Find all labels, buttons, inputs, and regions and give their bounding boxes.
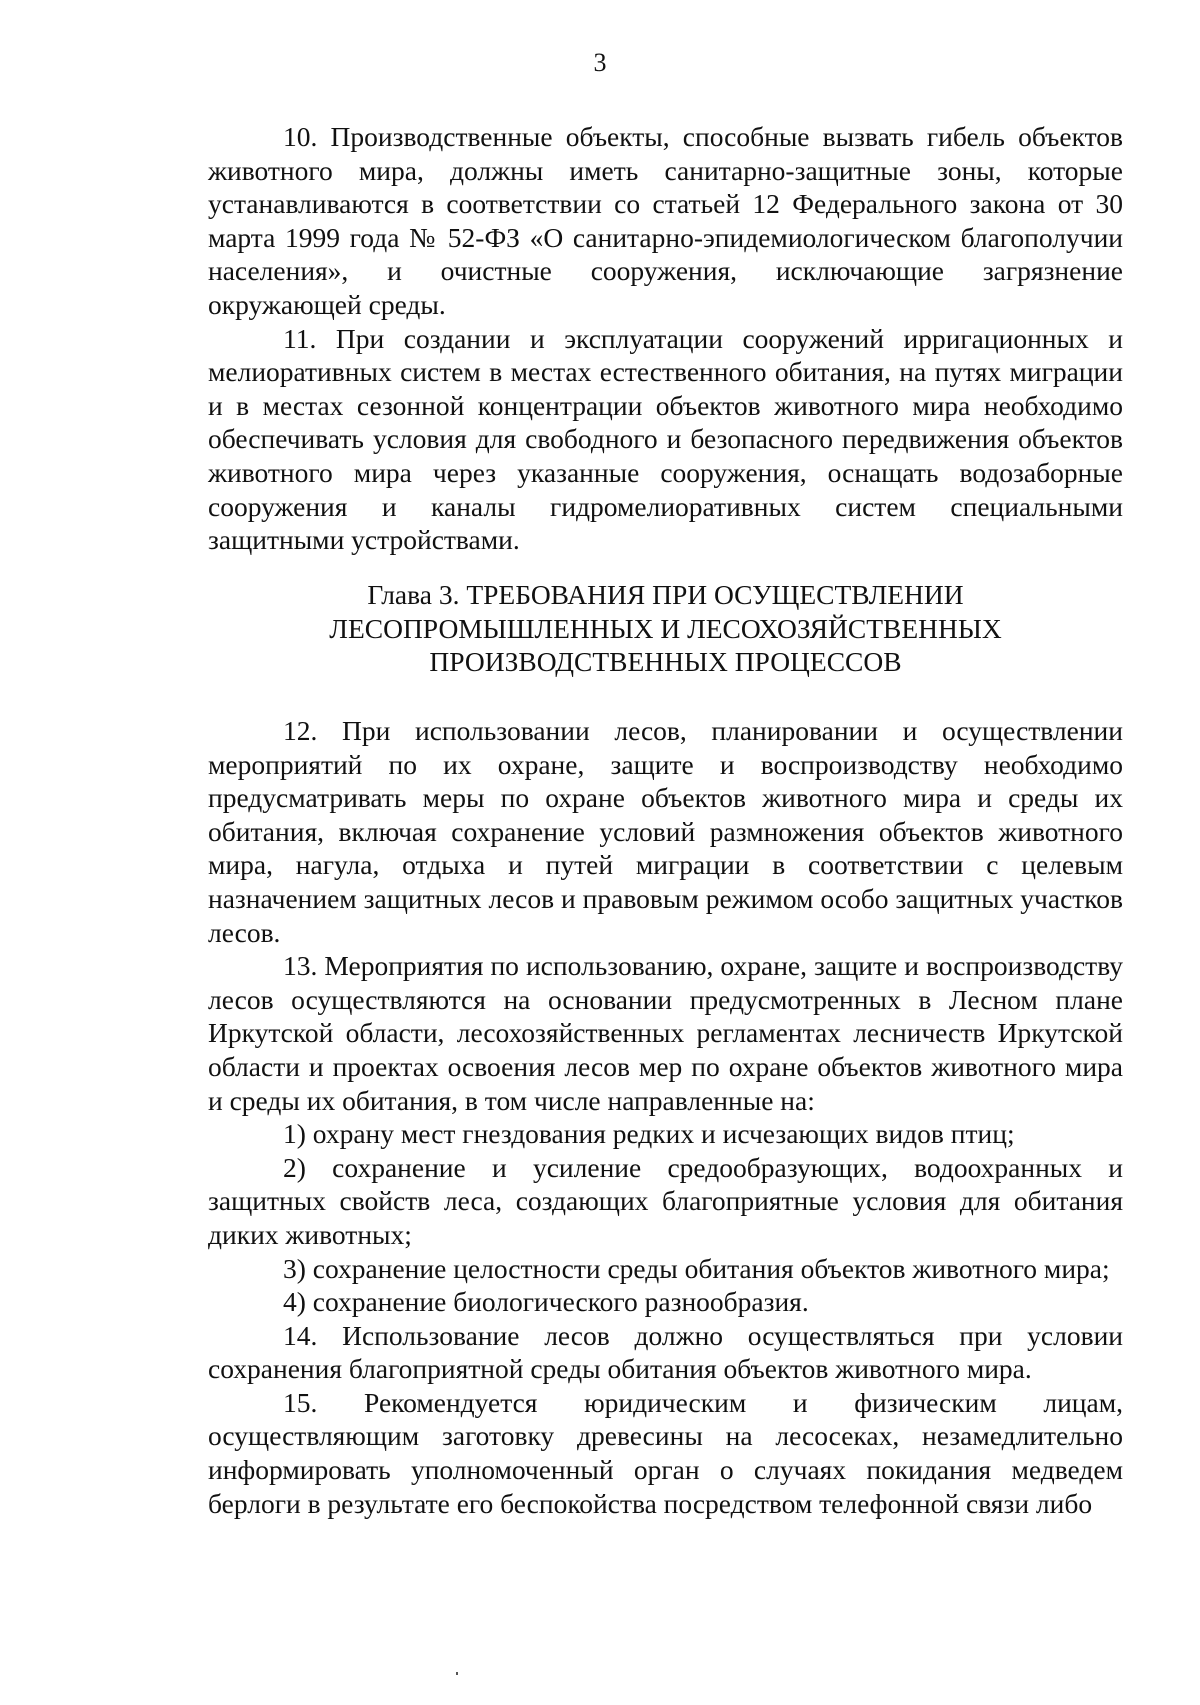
chapter-heading-line-2: ЛЕСОПРОМЫШЛЕННЫХ И ЛЕСОХОЗЯЙСТВЕННЫХ <box>329 612 1002 644</box>
chapter-heading-line-1: Глава 3. ТРЕБОВАНИЯ ПРИ ОСУЩЕСТВЛЕНИИ <box>367 579 964 610</box>
chapter-heading <box>208 578 1123 679</box>
paragraph-13: 13. Мероприятия по использованию, охране, защите и воспроизводству лесов осуществляются на основании предусмотренных в Лесном плане Иркутской области, лесохозяйственных регламентах лесничеств Иркутской области и проектах освоения лесов мер по охране объектов животного мира и среды их обитания, в том числе направленные на: <box>208 950 1123 1116</box>
paragraph-12: 12. При использовании лесов, планировании и осуществлении мероприятий по их охране, защите и воспроизводству необходимо предусматривать меры по охране объектов животного мира и среды их обитания, включая сохранение условий размножения объектов животного мира, нагула, отдыха и путей миграции в соответствии с целевым назначением защитных лесов и правовым режимом особо защитных участков лесов. <box>208 715 1123 948</box>
paragraphs-before-chapter <box>208 120 1123 557</box>
list-item-2: 2) сохранение и усиление средообразующих, водоохранных и защитных свойств леса, создающих благоприятные условия для обитания диких животных; <box>208 1151 1123 1250</box>
list-item-4: 4) сохранение биологического разнообразия. <box>283 1286 809 1318</box>
chapter-heading-line-3: ПРОИЗВОДСТВЕННЫХ ПРОЦЕССОВ <box>429 646 902 678</box>
paragraph-10: 10. Производственные объекты, способные вызвать гибель объектов животного мира, должны иметь санитарно-защитные зоны, которые устанавливаются в соответствии со статьей 12 Федерального закона от 30 марта 1999 года № 52-ФЗ «О санитарно-эпидемиологическом благополучии населения», и очистные сооружения, исключающие загрязнение окружающей среды. <box>208 121 1123 320</box>
paragraph-11: 11. При создании и эксплуатации сооружений ирригационных и мелиоративных систем в местах естественного обитания, на путях миграции и в местах сезонной концентрации объектов животного мира необходимо обеспечивать условия для свободного и безопасного передвижения объектов животного мира через указанные сооружения, оснащать водозаборные сооружения и каналы гидромелиоративных систем специальными защитными устройствами. <box>208 322 1123 556</box>
paragraphs-after-chapter <box>208 714 1123 1520</box>
list-item-1: 1) охрану мест гнездования редких и исчезающих видов птиц; <box>283 1118 1015 1150</box>
page-number: 3 <box>593 48 607 77</box>
paragraph-15: 15. Рекомендуется юридическим и физическим лицам, осуществляющим заготовку древесины на лесосеках, незамедлительно информировать уполномоченный орган о случаях покидания медведем берлоги в результате его беспокойства посредством телефонной связи либо <box>208 1386 1123 1519</box>
list-item-3: 3) сохранение целостности среды обитания объектов животного мира; <box>283 1252 1110 1284</box>
scan-speck <box>456 1672 458 1675</box>
paragraph-14: 14. Использование лесов должно осуществляться при условии сохранения благоприятной среды обитания объектов животного мира. <box>208 1319 1123 1385</box>
